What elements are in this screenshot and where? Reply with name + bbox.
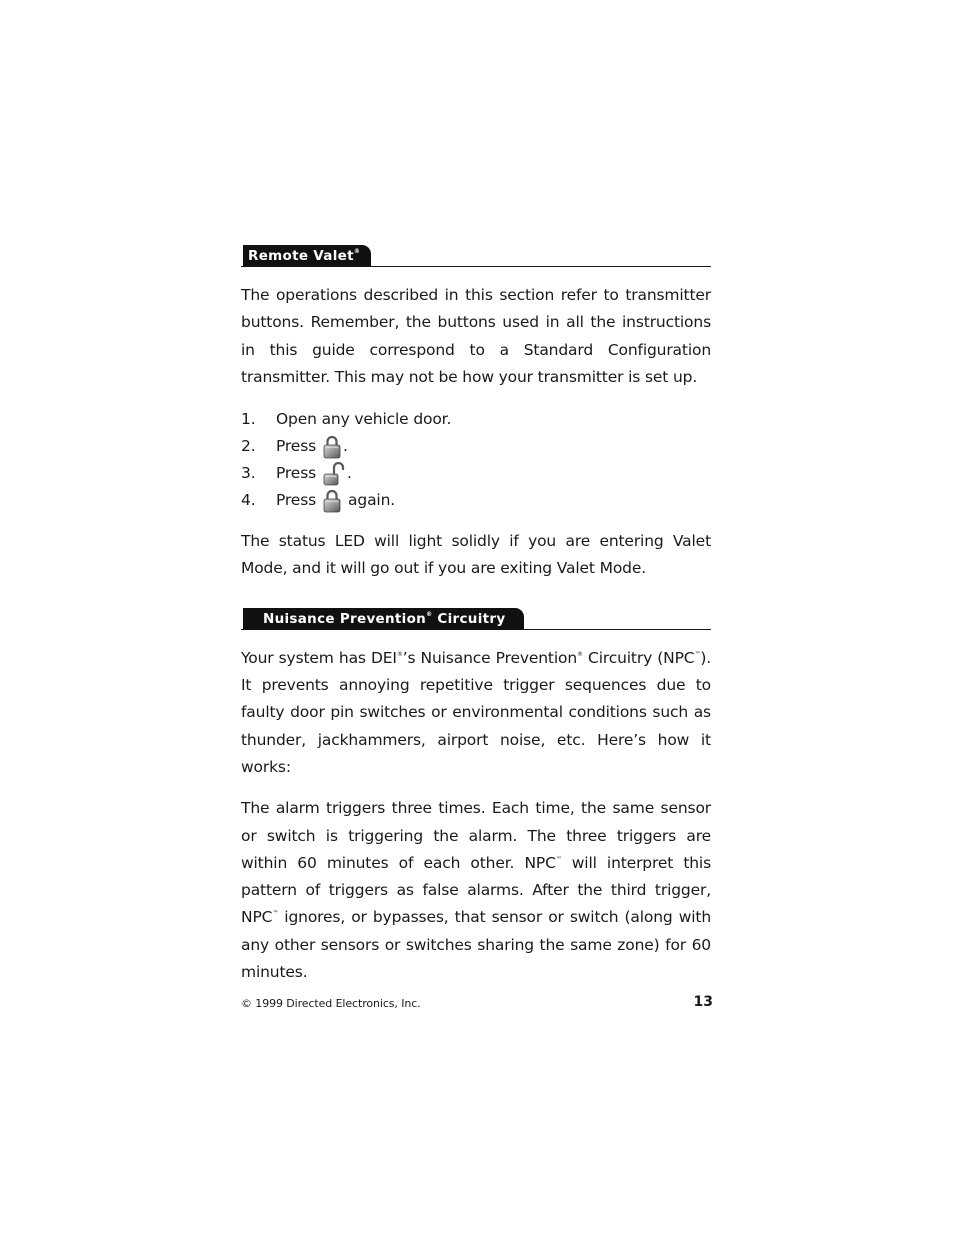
trademark-mark: ™ (272, 910, 279, 918)
section-title-part: Circuitry (437, 610, 506, 627)
step-text: Press (276, 464, 317, 483)
unlocked-padlock-icon (323, 462, 345, 486)
page-content (241, 243, 711, 986)
step-number: 2. (241, 437, 256, 456)
step-suffix: . (343, 437, 348, 456)
step-number: 1. (241, 410, 256, 429)
list-item (241, 487, 711, 514)
step-text: Open any vehicle door. (276, 410, 452, 429)
section-header-remote-valet (241, 243, 711, 267)
text-run: will interpret this pattern of triggers as false alarms. After the third trigger, NPC (241, 853, 712, 927)
registered-mark: ® (426, 610, 433, 618)
trademark-mark: ™ (694, 650, 701, 658)
trademark-mark: ™ (555, 855, 562, 863)
status-led-paragraph: The status LED will light solidly if you are entering Valet Mode, and it will go out if you are exiting Valet Mode. (241, 532, 711, 578)
copyright-text: © 1999 Directed Electronics, Inc. (241, 997, 421, 1010)
section-tab-npc (243, 608, 524, 630)
step-suffix: . (347, 464, 352, 483)
registered-mark: ® (577, 650, 583, 658)
text-run: ignores, or bypasses, that sensor or switch (along with any other sensors or switches sharing the same zone) for 60 minutes. (241, 908, 711, 982)
locked-padlock-icon (323, 435, 341, 459)
step-number: 3. (241, 464, 256, 483)
text-run: Your system has DEI (241, 648, 397, 667)
step-text: Press (276, 437, 317, 456)
section-title: Remote Valet (248, 248, 354, 264)
list-item (241, 406, 711, 433)
npc-triggers-paragraph (241, 795, 711, 986)
locked-padlock-icon (323, 489, 341, 513)
steps-list (241, 406, 711, 514)
step-number: 4. (241, 491, 256, 510)
section-header-npc (241, 606, 711, 630)
step-text: Press (276, 491, 317, 510)
text-run: ’s Nuisance Prevention (402, 648, 578, 667)
page-footer (241, 994, 713, 1014)
section-title-part: Nuisance Prevention (263, 610, 427, 627)
intro-paragraph: The operations described in this section refer to transmitter buttons. Remember, the buttons used in all the instructions in this guide correspond to a Standard Configuration transmitter. This may not be how your transmitter is set up. (241, 286, 711, 386)
npc-intro-paragraph (241, 645, 711, 781)
list-item (241, 433, 711, 460)
text-run: The alarm triggers three times. Each time, the same sensor or switch is triggering the alarm. The three triggers are within 60 minutes of each other. NPC (241, 799, 711, 872)
registered-mark: ® (396, 650, 403, 658)
text-run: Circuitry (NPC (588, 648, 695, 667)
list-item (241, 460, 711, 487)
step-suffix: again. (348, 491, 396, 510)
page-number: 13 (693, 994, 713, 1010)
text-run: ). It prevents annoying repetitive trigger sequences due to faulty door pin switches or environmental conditions such as thunder, jackhammers, airport noise, etc. Here’s how it works: (241, 648, 711, 776)
registered-mark: ® (353, 248, 361, 255)
section-tab-remote-valet (243, 245, 371, 267)
